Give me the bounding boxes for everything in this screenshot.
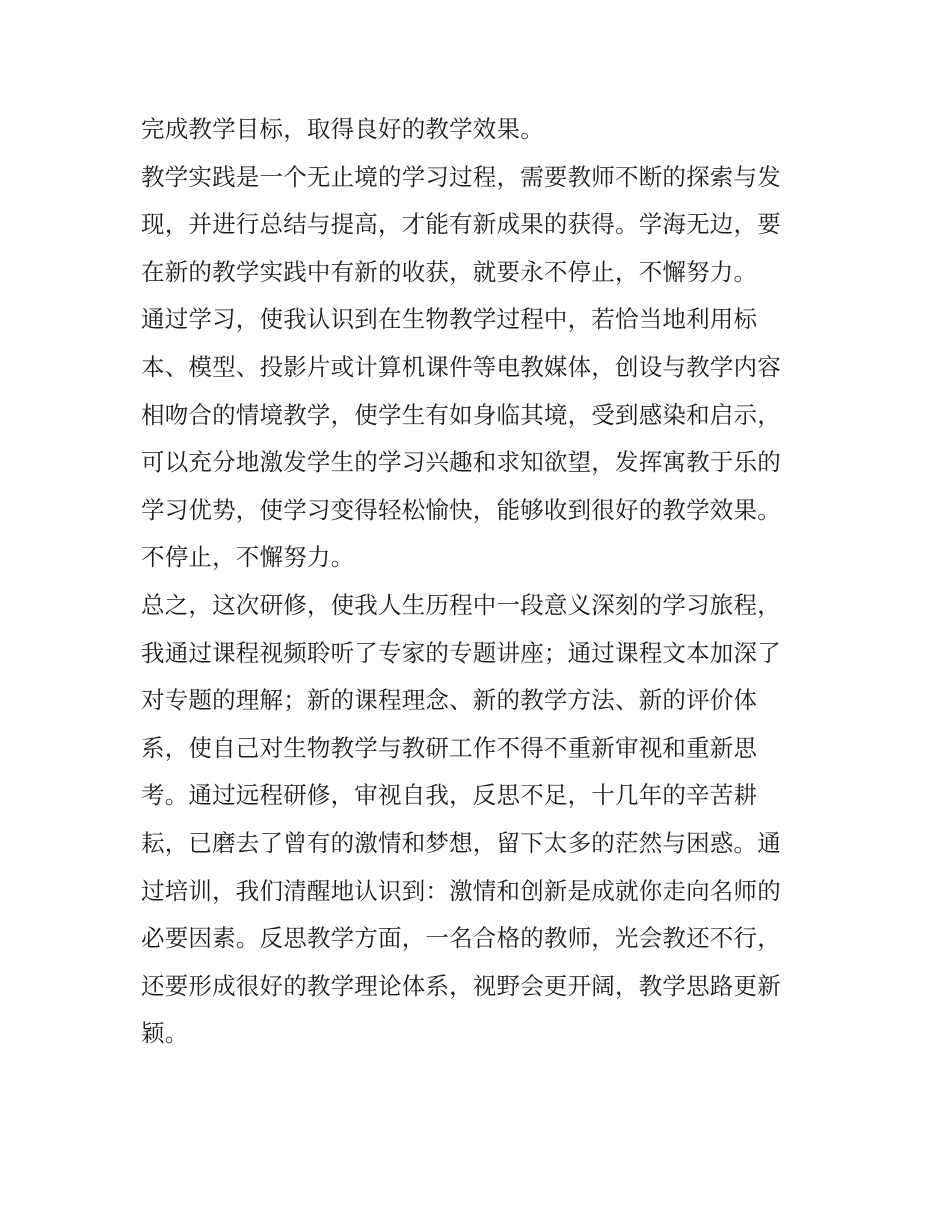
text-line: 相吻合的情境教学，使学生有如身临其境，受到感染和启示， [141, 400, 781, 429]
text-line: 完成教学目标，取得良好的教学效果。 [141, 115, 544, 143]
text-line: 考。通过远程研修，审视自我，反思不足，十几年的辛苦耕 [141, 781, 758, 810]
text-line: 系，使自己对生物教学与教研工作不得不重新审视和重新思 [141, 733, 758, 762]
text-line: 现，并进行总结与提高，才能有新成果的获得。学海无边，要 [141, 210, 781, 239]
body-text [141, 106, 831, 1058]
text-line: 可以充分地激发学生的学习兴趣和求知欲望，发挥寓教于乐的 [141, 448, 781, 477]
text-line: 教学实践是一个无止境的学习过程，需要教师不断的探索与发 [141, 162, 781, 191]
text-line: 本、模型、投影片或计算机课件等电教媒体，创设与教学内容 [141, 352, 781, 381]
text-line: 我通过课程视频聆听了专家的专题讲座；通过课程文本加深了 [141, 638, 781, 667]
text-line: 总之，这次研修，使我人生历程中一段意义深刻的学习旅程， [141, 590, 781, 619]
text-line: 对专题的理解；新的课程理念、新的教学方法、新的评价体 [141, 686, 758, 715]
text-line: 学习优势，使学习变得轻松愉快，能够收到很好的教学效果。 [141, 495, 781, 524]
text-line: 通过学习，使我认识到在生物教学过程中，若恰当地利用标 [141, 305, 758, 334]
text-line: 颖。 [141, 1019, 189, 1048]
text-line: 耘，已磨去了曾有的激情和梦想，留下太多的茫然与困惑。通 [141, 828, 781, 857]
text-line: 不停止，不懈努力。 [141, 543, 355, 572]
text-line: 过培训，我们清醒地认识到：激情和创新是成就你走向名师的 [141, 876, 781, 905]
text-line: 在新的教学实践中有新的收获，就要永不停止，不懈努力。 [141, 257, 758, 286]
text-line: 必要因素。反思教学方面，一名合格的教师，光会教还不行， [141, 924, 781, 953]
text-line: 还要形成很好的教学理论体系，视野会更开阔，教学思路更新 [141, 971, 781, 1000]
